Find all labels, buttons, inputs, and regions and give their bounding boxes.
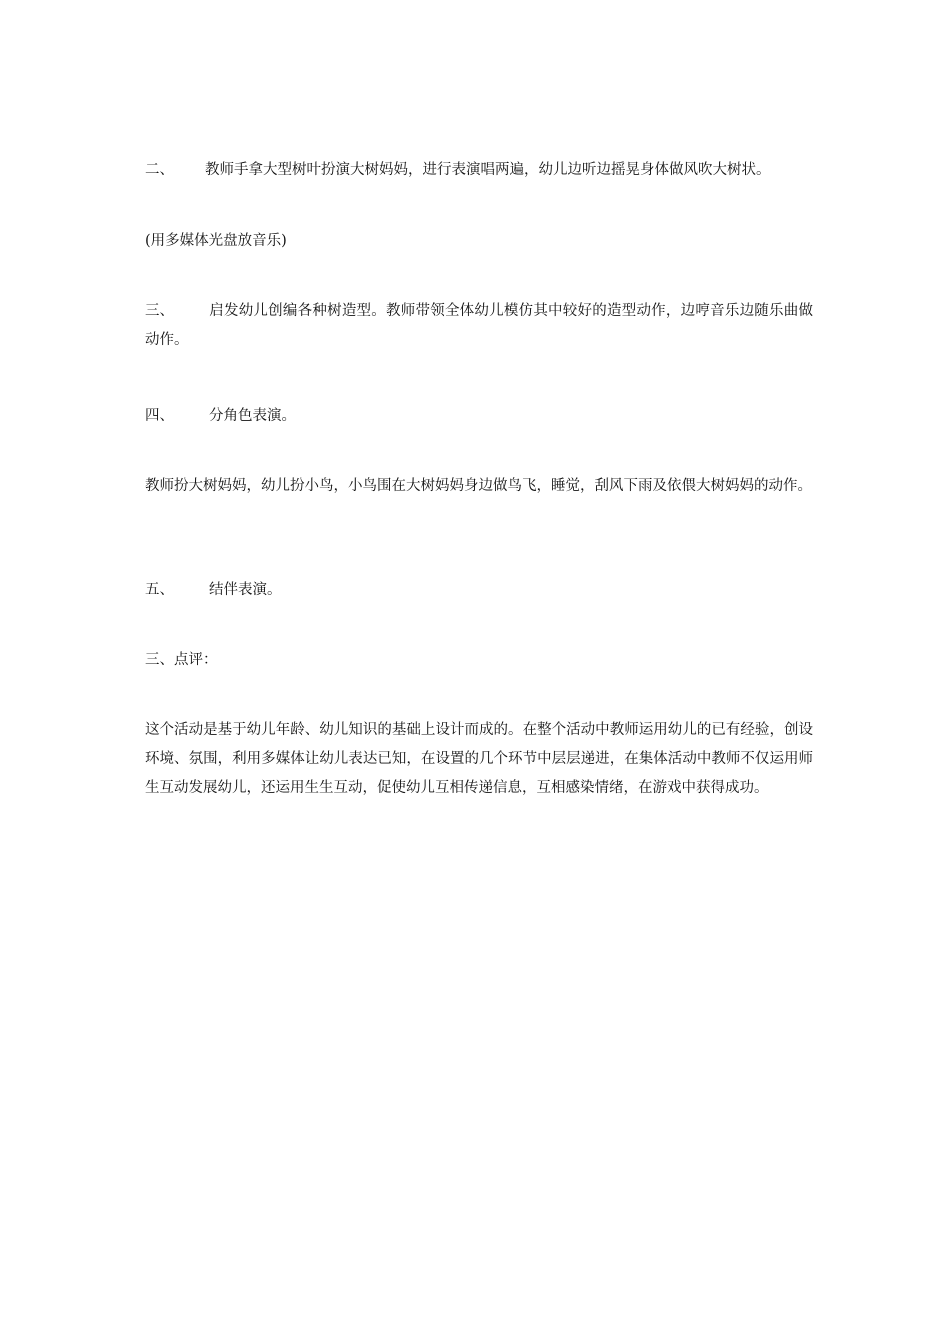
item-text: 启发幼儿创编各种树造型。教师带领全体幼儿模仿其中较好的造型动作，边哼音乐边随乐曲做动作。 — [145, 303, 813, 348]
item-number: 二、 — [145, 162, 174, 178]
item-number: 四、 — [145, 408, 174, 424]
paragraph-text: (用多媒体光盘放音乐) — [145, 233, 287, 249]
paragraph — [145, 472, 813, 501]
paragraph-text: 教师扮大树妈妈，幼儿扮小鸟，小鸟围在大树妈妈身边做鸟飞，睡觉，刮风下雨及依偎大树妈妈的动作。 — [145, 478, 812, 494]
list-item — [145, 576, 815, 605]
item-text: 结伴表演。 — [209, 582, 282, 598]
list-item — [145, 156, 815, 185]
paragraph — [145, 716, 813, 803]
heading-text: 三、点评： — [145, 652, 218, 668]
paragraph-text: 这个活动是基于幼儿年龄、幼儿知识的基础上设计而成的。在整个活动中教师运用幼儿的已有经验，创设环境、氛围，利用多媒体让幼儿表达已知，在设置的几个环节中层层递进，在集体活动中教师不仅运用师生互动发展幼儿，还运用生生互动，促使幼儿互相传递信息，互相感染情绪，在游戏中获得成功。 — [145, 722, 813, 796]
section-heading — [145, 646, 815, 675]
paragraph — [145, 227, 815, 256]
item-text: 教师手拿大型树叶扮演大树妈妈，进行表演唱两遍，幼儿边听边摇晃身体做风吹大树状。 — [205, 162, 771, 178]
item-number: 五、 — [145, 582, 174, 598]
item-text: 分角色表演。 — [209, 408, 296, 424]
list-item — [145, 297, 813, 355]
list-item — [145, 402, 815, 431]
item-number: 三、 — [145, 303, 174, 319]
